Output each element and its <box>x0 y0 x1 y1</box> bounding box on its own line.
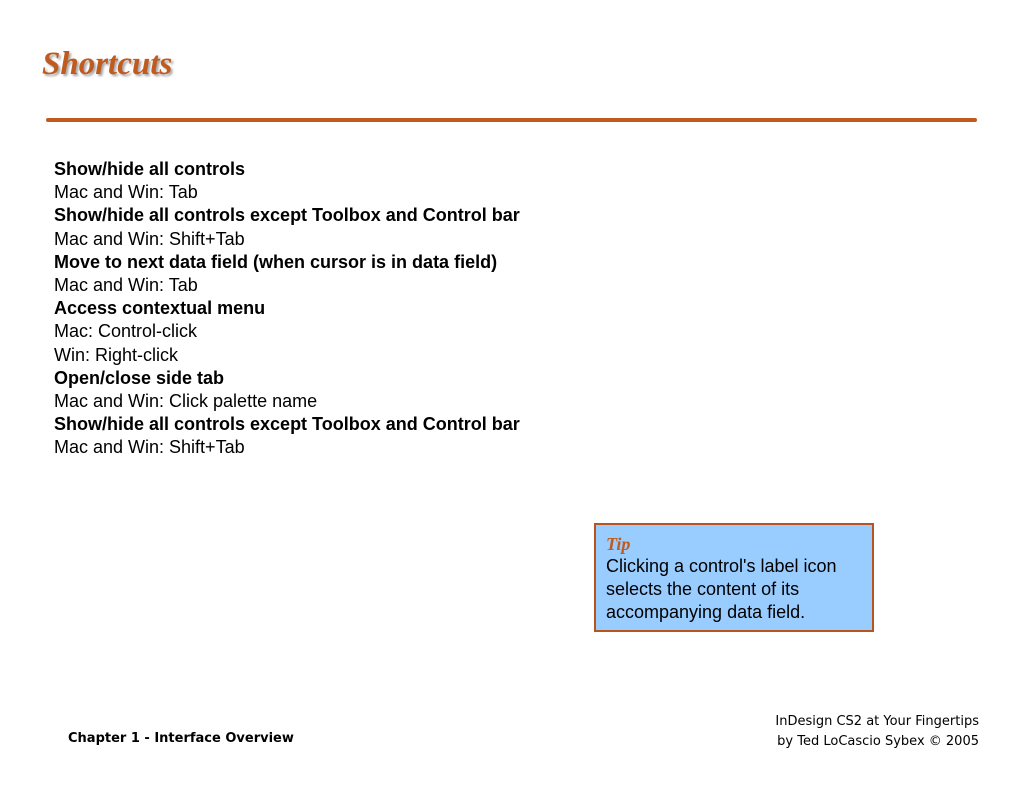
tip-box <box>594 523 874 632</box>
title-divider <box>46 118 977 122</box>
shortcut-keys: Mac and Win: Tab <box>54 275 198 296</box>
tip-text: Clicking a control's label icon selects the content of its accompanying data field. <box>606 556 837 622</box>
footer-book-author: by Ted LoCascio Sybex © 2005 <box>777 734 979 749</box>
shortcut-keys: Mac: Control-click <box>54 321 198 342</box>
shortcut-list <box>54 158 674 460</box>
shortcut-action: Show/hide all controls except Toolbox and Control bar <box>54 414 520 435</box>
shortcut-action: Open/close side tab <box>54 367 225 388</box>
footer-chapter: Chapter 1 - Interface Overview <box>68 731 294 746</box>
shortcut-action: Show/hide all controls <box>54 159 246 179</box>
shortcut-keys: Mac and Win: Click palette name <box>54 391 318 412</box>
shortcut-keys: Win: Right-click <box>54 344 179 365</box>
slide-title: Shortcuts <box>42 46 173 82</box>
footer-book-title: InDesign CS2 at Your Fingertips <box>775 714 979 729</box>
shortcut-keys: Mac and Win: Shift+Tab <box>54 437 245 458</box>
footer-book-credit <box>775 712 979 752</box>
shortcut-action: Show/hide all controls except Toolbox and Control bar <box>54 205 520 226</box>
tip-label: Tip <box>606 534 631 554</box>
shortcut-keys: Mac and Win: Tab <box>54 182 198 203</box>
shortcut-keys: Mac and Win: Shift+Tab <box>54 228 245 249</box>
shortcut-action: Move to next data field (when cursor is in data field) <box>54 251 498 272</box>
shortcut-action: Access contextual menu <box>54 298 266 319</box>
